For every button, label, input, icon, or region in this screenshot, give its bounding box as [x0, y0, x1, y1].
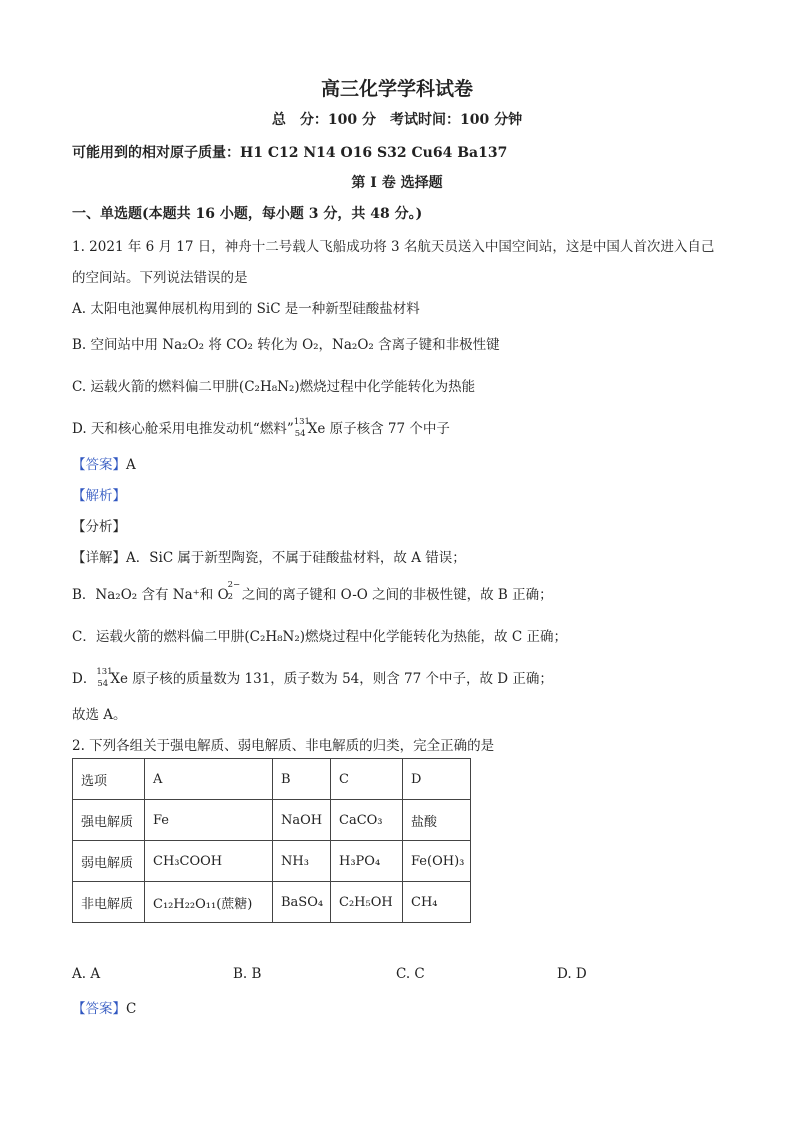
table-cell: C	[331, 759, 403, 800]
table-cell: CaCO₃	[331, 800, 403, 841]
q1-option-c-text: )燃烧过程中化学能转化为热能	[294, 379, 476, 395]
atomic-mass-line	[72, 142, 507, 162]
detail-a-text: A．SiC 属于新型陶瓷，不属于硅酸盐材料，故 A 错误；	[126, 550, 466, 566]
answer-tag: 【答案】	[72, 1001, 126, 1017]
table-row	[73, 800, 471, 841]
q1-option-b	[72, 333, 500, 353]
q2-choice-b: B. B	[233, 966, 262, 982]
q1-option-c-text: C. 运载火箭的燃料偏二甲肼(	[72, 379, 245, 395]
q2-answer	[72, 997, 136, 1017]
formula-c2h8n2: C₂H₈N₂	[249, 629, 300, 645]
analysis-tag: 【解析】	[72, 488, 126, 504]
table-cell: 弱电解质	[73, 841, 145, 882]
table-cell: NH₃	[273, 841, 331, 882]
q1-option-d-text: 原子核含 77 个中子	[325, 421, 450, 437]
q1-stem-line2: 的空间站。下列说法错误的是	[72, 270, 248, 286]
q1-option-d	[72, 417, 450, 437]
formula-c2h8n2: C₂H₈N₂	[244, 379, 295, 395]
q1-stem-line1: 1. 2021 年 6 月 17 日，神舟十二号载人飞船成功将 3 名航天员送入中国空间站，这是中国人首次进入自己	[72, 239, 715, 255]
table-row	[73, 882, 471, 923]
atomic-mass-values: H1 C12 N14 O16 S32 Cu64 Ba137	[240, 145, 508, 161]
part-title: 第 I 卷 选择题	[351, 175, 443, 191]
peroxide-ion	[217, 580, 241, 603]
table-cell: 选项	[73, 759, 145, 800]
table-row	[73, 841, 471, 882]
detail-c-text: C．运载火箭的燃料偏二甲肼(	[72, 629, 250, 645]
q1-option-b-text: ，	[318, 337, 333, 353]
detail-b-text: 含有 Na⁺和	[137, 587, 218, 603]
formula-o2: O₂	[302, 337, 319, 353]
table-cell: A	[145, 759, 273, 800]
detail-c-text: )燃烧过程中化学能转化为热能，故 C 正确；	[299, 629, 567, 645]
detail-d-text: D．	[72, 671, 97, 687]
formula-na2o2: Na₂O₂	[332, 337, 374, 353]
q1-conclusion: 故选 A。	[72, 707, 127, 723]
detail-b-text: B．	[72, 587, 96, 603]
q1-answer	[72, 453, 136, 473]
formula-co2: CO₂	[226, 337, 253, 353]
table-cell: NaOH	[273, 800, 331, 841]
q1-detail-d	[72, 667, 553, 687]
ion-subscript: 2	[227, 592, 233, 602]
answer-value: A	[126, 457, 136, 473]
table-cell: C₁₂H₂₂O₁₁(蔗糖)	[145, 882, 273, 923]
table-cell: D	[403, 759, 471, 800]
q1-option-b-text: 含离子键和非极性键	[373, 337, 500, 353]
table-cell: B	[273, 759, 331, 800]
q1-detail-c	[72, 625, 567, 645]
q1-option-d-text: D. 天和核心舱采用电推发动机“燃料”	[72, 421, 294, 437]
q1-detail-a	[72, 546, 466, 566]
table-cell: Fe	[145, 800, 273, 841]
q1-option-c	[72, 375, 475, 395]
detail-b-text: 之间的离子键和 O-O 之间的非极性键，故 B 正确；	[237, 587, 553, 603]
q2-stem: 2. 下列各组关于强电解质、弱电解质、非电解质的归类，完全正确的是	[72, 738, 495, 754]
q1-option-b-text: B. 空间站中用	[72, 337, 163, 353]
formula-na2o2: Na₂O₂	[95, 587, 138, 603]
detail-tag: 【详解】	[72, 550, 126, 566]
answer-tag: 【答案】	[72, 457, 126, 473]
xe-isotope-indices	[96, 666, 113, 689]
isotope-mass: 131	[293, 416, 310, 427]
table-cell: CH₃COOH	[145, 841, 273, 882]
xe-isotope-indices	[293, 416, 310, 439]
exam-meta: 总 分：100 分 考试时间：100 分钟	[271, 112, 523, 128]
table-cell: CH₄	[403, 882, 471, 923]
fenxi-tag: 【分析】	[72, 519, 126, 535]
table-header-row	[73, 759, 471, 800]
q1-option-a: A. 太阳电池翼伸展机构用到的 SiC 是一种新型硅酸盐材料	[72, 301, 420, 317]
isotope-mass: 131	[96, 666, 113, 677]
formula-xe: Xe	[110, 671, 128, 687]
table-cell: C₂H₅OH	[331, 882, 403, 923]
table-cell: H₃PO₄	[331, 841, 403, 882]
q1-option-b-text: 将	[204, 337, 227, 353]
q2-choice-c: C. C	[396, 966, 425, 982]
table-cell: Fe(OH)₃	[403, 841, 471, 882]
electrolyte-table	[72, 758, 471, 923]
q1-detail-b	[72, 580, 553, 603]
formula-xe: Xe	[307, 421, 326, 437]
q2-choice-d: D. D	[557, 966, 587, 982]
section-title: 一、单选题(本题共 16 小题，每小题 3 分，共 48 分。)	[72, 206, 423, 222]
page-title: 高三化学学科试卷	[320, 78, 473, 100]
answer-value: C	[126, 1001, 137, 1017]
formula-na2o2: Na₂O₂	[162, 337, 205, 353]
isotope-number: 54	[294, 428, 306, 439]
table-cell: BaSO₄	[273, 882, 331, 923]
atomic-mass-label: 可能用到的相对原子质量：	[72, 145, 240, 161]
table-cell: 强电解质	[73, 800, 145, 841]
q2-choice-a: A. A	[72, 966, 101, 982]
table-cell: 非电解质	[73, 882, 145, 923]
q1-option-b-text: 转化为	[252, 337, 303, 353]
ion-charge: 2−	[227, 580, 241, 590]
ion-symbol: O	[217, 587, 229, 603]
detail-d-text: 原子核的质量数为 131，质子数为 54，则含 77 个中子，故 D 正确；	[127, 671, 553, 687]
table-cell: 盐酸	[403, 800, 471, 841]
isotope-number: 54	[97, 678, 109, 689]
